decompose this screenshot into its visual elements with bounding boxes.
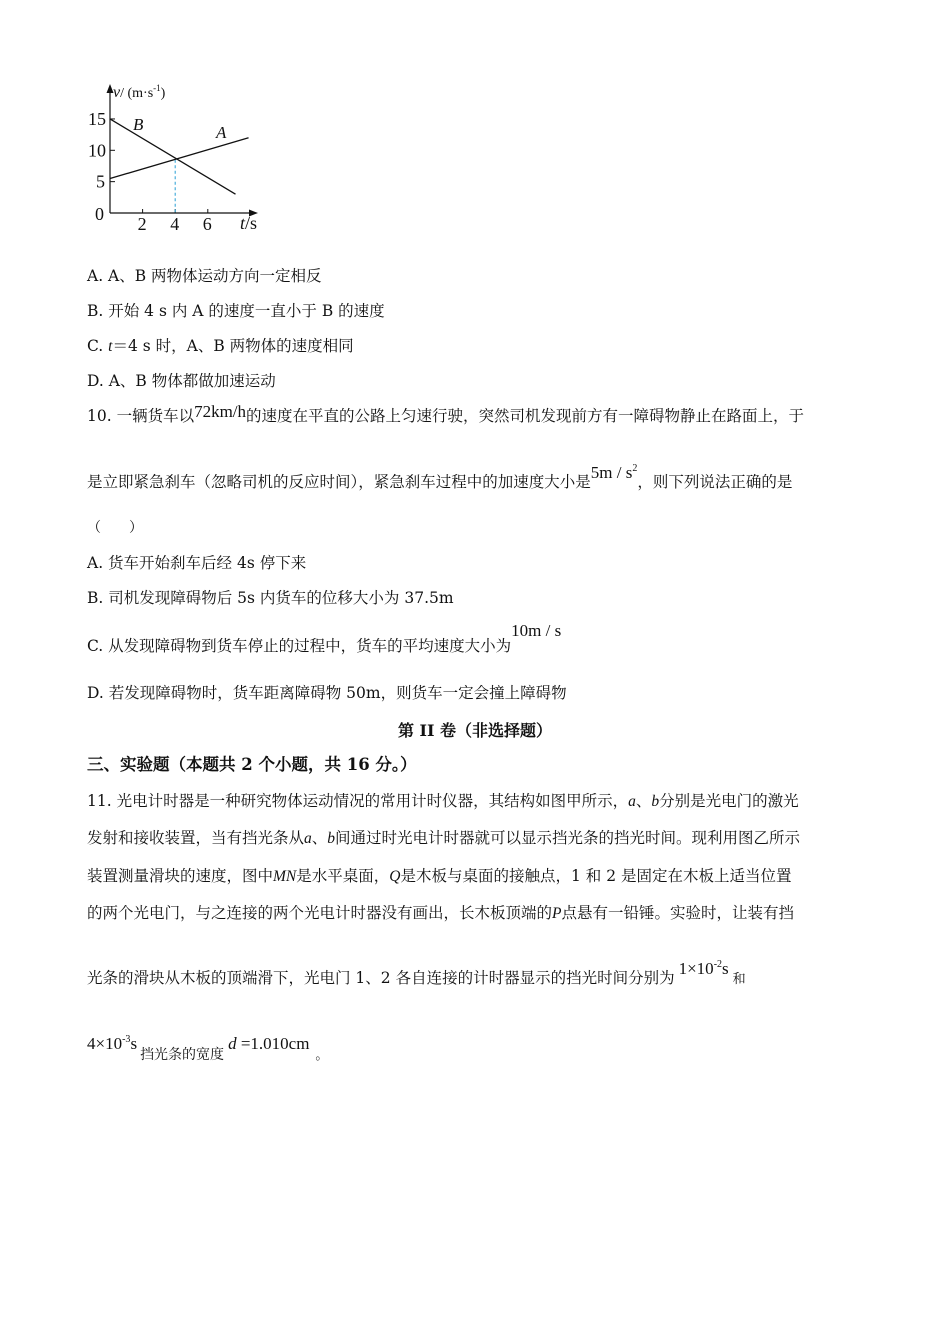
q10-stem-line2: 是立即紧急刹车（忽略司机的反应时间），紧急刹车过程中的加速度大小是$5m / s^2$，则下列说法正确的是 — [87, 463, 793, 491]
series-a-label: A — [216, 123, 227, 142]
section-three-heading: 三、实验题（本题共 2 个小题，共 16 分。） — [87, 755, 417, 774]
q11-line2: 发射和接收装置，当有挡光条从a、b间通过时光电计时器就可以显示挡光条的挡光时间。现利用图乙所示 — [87, 829, 801, 847]
q11-line4: 的两个光电门，与之连接的两个光电计时器没有画出，长木板顶端的P点悬有一铅锤。实验时，让装有挡 — [87, 904, 794, 922]
series-b-label: B — [133, 115, 144, 134]
x-tick-label: 2 — [137, 214, 147, 234]
q9-option-b: B. 开始 4 s 内 A 的速度一直小于 B 的速度 — [87, 302, 385, 320]
part-two-title: 第 II 卷（非选择题） — [397, 721, 553, 740]
q9-option-d: D. A、B 物体都做加速运动 — [87, 372, 276, 390]
q9-option-c: C. t＝4 s 时，A、B 两物体的速度相同 — [87, 337, 354, 355]
velocity-time-graph — [86, 80, 276, 235]
origin-label: 0 — [95, 204, 104, 224]
y-tick-label: 15 — [88, 108, 106, 129]
x-axis-label: t/s — [240, 213, 258, 233]
q10-stem-line1: 10. 一辆货车以72km/h的速度在平直的公路上匀速行驶，突然司机发现前方有一障碍物静止在路面上，于 — [87, 402, 805, 425]
series-a-line — [110, 138, 249, 179]
q10-option-b: B. 司机发现障碍物后 5s 内货车的位移大小为 37.5m — [87, 589, 454, 607]
q11-line3: 装置测量滑块的速度，图中MN是水平桌面，Q是木板与桌面的接触点，1 和 2 是固定在木板上适当位置 — [87, 867, 792, 885]
q11-line1: 11. 光电计时器是一种研究物体运动情况的常用计时仪器，其结构如图甲所示，a、b分别是光电门的激光 — [87, 792, 799, 810]
q10-answer-paren: （ ） — [87, 520, 143, 536]
q11-line5: 光条的滑块从木板的顶端滑下，光电门 1、2 各自连接的计时器显示的挡光时间分别为 $1\times 10^{-2}s$和 — [87, 959, 746, 987]
q10-option-a: A. 货车开始刹车后经 4s 停下来 — [87, 554, 307, 572]
x-tick-label: 4 — [170, 214, 180, 234]
q11-line6: $4\times 10^{-3}s$挡光条的宽度d =1.010cm。 — [87, 1034, 329, 1063]
y-tick-label: 10 — [88, 140, 106, 161]
q10-option-d: D. 若发现障碍物时，货车距离障碍物 50m，则货车一定会撞上障碍物 — [87, 684, 567, 702]
q10-option-c: C. 从发现障碍物到货车停止的过程中，货车的平均速度大小为10m / s — [87, 621, 562, 655]
q9-option-a: A. A、B 两物体运动方向一定相反 — [87, 267, 322, 285]
graph-ticks — [88, 109, 212, 234]
x-tick-label: 6 — [202, 214, 212, 234]
y-tick-label: 5 — [96, 171, 105, 192]
y-axis-label: v/ $(m\cdot s^{-1})$ — [113, 83, 166, 101]
graph-axes — [107, 84, 259, 217]
